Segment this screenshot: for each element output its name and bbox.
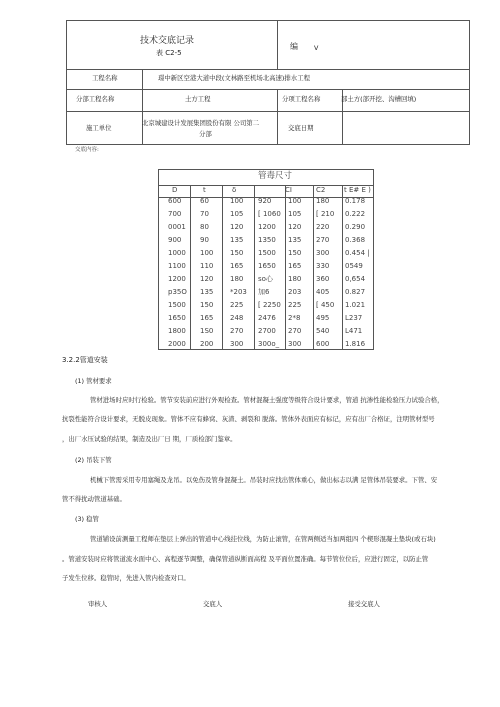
sub1-line: 抗裂性能符合设计要求，无脱皮现象。管体不应有蜂窝、灰渣、剥裂和 脱落。管体外表面应有标记，应有出厂合格证，注明管材型号 [62, 415, 435, 423]
table-cell: 1500 [168, 301, 186, 309]
table-cell: 1650 [258, 262, 276, 270]
project-name-label: 工程名称 [92, 74, 118, 82]
table-cell: 150 [200, 301, 214, 309]
table-cell: 100 [230, 197, 244, 205]
table-cell: 200 [200, 340, 214, 348]
table-cell: 0,654 [345, 275, 366, 283]
form-number: 表 C2-5 [156, 49, 182, 57]
serial-label: 编 [290, 42, 298, 51]
discloser-label: 交底人 [203, 600, 223, 608]
table-cell: 2*8 [288, 314, 301, 322]
table-cell: 900 [168, 236, 182, 244]
table-cell: 70 [200, 210, 209, 218]
table-cell: 220 [316, 223, 330, 231]
table-cell: 180 [230, 275, 244, 283]
table-cell: 105 [230, 210, 244, 218]
table-cell: 105 [288, 210, 302, 218]
table-cell: *203 [230, 288, 247, 296]
table-cell: 1200 [168, 275, 186, 283]
sub2-line: 机械下管需采用专用塞绳及龙吊。以免伤及管身混凝土。吊装时应找出管体重心，做出标志以满 足管体吊装要求。下管、安 [90, 476, 438, 484]
table-cell: 0.827 [345, 288, 366, 296]
header-form [66, 20, 470, 145]
table-cell: 700 [168, 210, 182, 218]
table-cell: 0.290 [345, 223, 366, 231]
sub3-line: 管道铺设前测量工程师在垫层上弹出的管道中心线挂位线，为防止滚管，在管两侧适当加两组四 个楔形混凝土垫块(或石块) [90, 535, 436, 543]
reviewer-label: 审核人 [88, 600, 108, 608]
table-cell: 165 [230, 262, 244, 270]
table-cell: 165 [200, 314, 214, 322]
table-cell: 100 [288, 197, 302, 205]
project-name-value: 璟中新区空港大道中段(文林路至机场北高速)排水工程 [158, 74, 310, 82]
table-column-header: D [172, 186, 178, 194]
table-cell: 300o_ [258, 340, 280, 348]
serial-value: V [314, 44, 319, 52]
table-cell: so心 [258, 275, 273, 283]
sub3-title: (3) 稳管 [75, 515, 99, 523]
table-cell: 0.368 [345, 236, 366, 244]
table-cell: [ 450 [316, 301, 335, 309]
sub2-line: 管不得扰动管道基础。 [62, 495, 126, 503]
table-cell: 1S0 [200, 327, 214, 335]
table-cell: 495 [316, 314, 330, 322]
table-cell: 300 [230, 340, 244, 348]
table-cell: 2000 [168, 340, 186, 348]
table-cell: 2700 [258, 327, 276, 335]
table-cell: 300 [316, 249, 330, 257]
table-column-header: CI [285, 186, 292, 194]
table-cell: 120 [230, 223, 244, 231]
table-cell: 150 [288, 249, 302, 257]
table-cell: 120 [200, 275, 214, 283]
subsection-value: 部土方(部开挖、沟槽回填) [341, 95, 417, 103]
sub1-title: (1) 管材要求 [75, 377, 112, 385]
table-cell: 135 [200, 288, 214, 296]
table-column-header: δ [232, 186, 237, 194]
table-cell: 1800 [168, 327, 186, 335]
table-cell: 225 [288, 301, 302, 309]
table-cell: 1200 [258, 223, 276, 231]
sub3-line: 子发生位移。稳管时，先进入管内检查对口。 [62, 574, 190, 582]
table-cell: 300 [288, 340, 302, 348]
table-cell: 330 [316, 262, 330, 270]
section-label: 分部工程名称 [76, 95, 115, 103]
table-cell: 180 [288, 275, 302, 283]
table-cell: 270 [230, 327, 244, 335]
table-cell: 1650 [168, 314, 186, 322]
sub2-title: (2) 吊装下管 [75, 456, 112, 464]
table-cell: 0.454 | [345, 249, 370, 257]
construction-unit-label: 施工单位 [86, 124, 112, 132]
receiver-label: 接受交底人 [348, 600, 380, 608]
table-group-header: 管毒尺寸 [258, 171, 293, 181]
table-cell: 1.021 [345, 301, 366, 309]
table-cell: L471 [345, 327, 363, 335]
table-cell: 80 [200, 223, 209, 231]
table-cell: 600 [316, 340, 330, 348]
table-cell: 90 [200, 236, 209, 244]
table-cell: 1000 [168, 249, 186, 257]
table-column-header: C2 [316, 186, 326, 194]
content-label: 交底内容: [75, 147, 99, 153]
table-column-header: t [203, 186, 206, 194]
form-title: 技术交底记录 [140, 36, 195, 46]
construction-unit-value-cont: 分部 [199, 130, 212, 138]
table-cell: [ 210 [316, 210, 335, 218]
section-value: 土方工程 [185, 95, 211, 103]
table-cell: 203 [288, 288, 302, 296]
table-cell: 1350 [258, 236, 276, 244]
section-heading: 3.2.2管道安装 [62, 356, 108, 364]
construction-unit-value: 北京城建设计发展集团股份有限 公司第二 [142, 119, 260, 127]
table-cell: 270 [288, 327, 302, 335]
table-cell: 135 [288, 236, 302, 244]
table-cell: 0549 [345, 262, 363, 270]
table-cell: 180 [316, 197, 330, 205]
subsection-label: 分项工程名称 [282, 95, 321, 103]
table-cell: 60 [200, 197, 209, 205]
table-cell: 加6 [258, 288, 270, 296]
sub1-line: ，出厂水压试验的结果，制造及出厂日 期，厂质检部门鉴章。 [62, 435, 237, 443]
table-cell: 540 [316, 327, 330, 335]
table-cell: 360 [316, 275, 330, 283]
table-column-header: t E# E ) [344, 186, 371, 194]
table-cell: 135 [230, 236, 244, 244]
table-cell: 100 [200, 249, 214, 257]
table-cell: 150 [230, 249, 244, 257]
table-cell: 0.178 [345, 197, 366, 205]
table-cell: L237 [345, 314, 363, 322]
table-cell: 1100 [168, 262, 186, 270]
table-cell: 1500 [258, 249, 276, 257]
table-cell: [ 2250 [258, 301, 281, 309]
table-cell: p35O [168, 288, 187, 296]
table-cell: 225 [230, 301, 244, 309]
table-cell: 920 [258, 197, 272, 205]
sub1-line: 管材进场时应时行检验。管节安装前应进行外观检查。管材混凝土强度等级符合设计要求，管道 抗渗性能检验压力试验合格， [90, 396, 444, 404]
table-cell: 248 [230, 314, 244, 322]
sub3-line: 。管道安装时应将管道流水面中心、高程逐节调整，确保管道纵断面高程 及平面位置准确。每节管位位后，应进行固定，以防止管 [62, 555, 429, 563]
date-label: 交底日期 [288, 124, 314, 132]
table-cell: 1.816 [345, 340, 366, 348]
table-cell: 600 [168, 197, 182, 205]
table-cell: 0001 [168, 223, 186, 231]
table-cell: 405 [316, 288, 330, 296]
table-cell: 120 [288, 223, 302, 231]
table-cell: 165 [288, 262, 302, 270]
table-cell: 2476 [258, 314, 276, 322]
table-cell: 270 [316, 236, 330, 244]
table-cell: 0.222 [345, 210, 366, 218]
table-cell: [ 1060 [258, 210, 281, 218]
table-cell: 110 [200, 262, 214, 270]
